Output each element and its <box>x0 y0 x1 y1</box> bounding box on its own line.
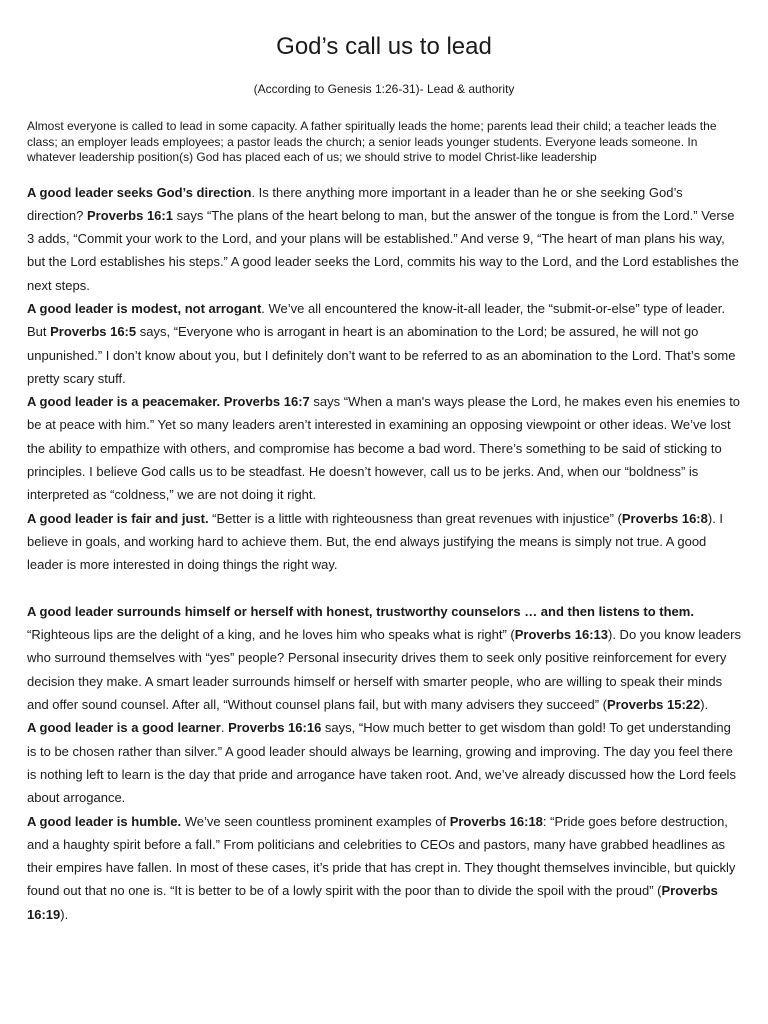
bold-heading: A good leader is a good learner <box>27 720 221 736</box>
paragraph-text: ). <box>700 697 709 713</box>
scripture-reference: Proverbs 16:13 <box>514 627 608 643</box>
scripture-reference: Proverbs 16:1 <box>86 207 173 223</box>
paragraph-counselors <box>27 600 741 716</box>
paragraph-spacer <box>27 577 741 600</box>
paragraph-text: ). Do you know leaders who surround themselves with “yes” people? Personal insecurity drives them to seek only positive reinforcement for every decision they make. A smart leader surrounds himself or herself with smarter people, who are willing to speak their minds and offer sound counsel. After all, “Without counsel plans fail, but with many advisers they succeed” ( <box>27 627 741 713</box>
page-title: God’s call us to lead <box>276 33 492 60</box>
paragraph-text: says, “Everyone who is arrogant in heart is an abomination to the Lord; be assured, he will not go unpunished.” I don’t know about you, but I definitely don’t want to be referred to as an abomination to the Lord. That’s some pretty scary stuff. <box>27 324 736 386</box>
scripture-reference: Proverbs 16:8 <box>621 510 708 526</box>
paragraph-text: ). <box>60 906 69 922</box>
scripture-reference: Proverbs 16:5 <box>50 324 137 340</box>
scripture-reference: Proverbs 16:19 <box>27 883 718 922</box>
bold-heading: A good leader is humble. <box>27 813 182 829</box>
bold-heading: A good leader is modest, not arrogant <box>27 300 262 316</box>
paragraph-seeks-direction <box>27 181 741 297</box>
paragraph-text: ). I believe in goals, and working hard to achieve them. But, the end always justifying the means is simply not true. A good leader is more interested in doing things the right way. <box>27 510 724 573</box>
paragraph-text: “Righteous lips are the delight of a king, and he loves him who speaks what is right” ( <box>27 627 515 643</box>
scripture-reference: Proverbs 16:16 <box>228 720 322 736</box>
paragraph-text: : “Pride goes before destruction, and a haughty spirit before a fall.” From politicians and celebrities to CEOs and pastors, many have grabbed headlines as their empires have fallen. In most of these cases, it’s pride that has crept in. They thought themselves invincible, but quickly found out that no one is. “It is better to be of a lowly spirit with the poor than to divide the spoil with the proud” ( <box>27 813 736 899</box>
paragraph-text: . We’ve all encountered the know-it-all leader, the “submit-or-else” type of leader. But <box>27 300 725 340</box>
paragraph-text: “Better is a little with righteousness than great revenues with injustice” ( <box>208 510 622 526</box>
paragraph-text: . <box>220 720 229 736</box>
paragraph-text: says, “How much better to get wisdom than gold! To get understanding is to be chosen rather than silver.” A good leader should always be learning, growing and improving. The day you feel there is nothing left to learn is the day that pride and arrogance have taken root. And, we’ve already discussed how the Lord feels about arrogance. <box>27 720 736 806</box>
paragraph-text: says “The plans of the heart belong to man, but the answer of the tongue is from the Lord.” Verse 3 adds, “Commit your work to the Lord, and your plans will be established.” And verse 9, “The heart of man plans his way, but the Lord establishes his steps.” A good leader seeks the Lord, commits his way to the Lord, and the Lord establishes the next steps. <box>27 207 739 293</box>
bold-heading: A good leader surrounds himself or herself with honest, trustworthy counselors … and then listens to them. <box>27 603 694 619</box>
paragraph-text: . Is there anything more important in a leader than he or she seeking God’s direction? <box>27 184 683 223</box>
document-body <box>27 181 741 927</box>
scripture-reference: Proverbs 16:18 <box>449 813 543 829</box>
bold-heading: A good leader is fair and just. <box>27 510 209 526</box>
paragraph-text: says “When a man's ways please the Lord, he makes even his enemies to be at peace with him.” Yet so many leaders aren’t interested in examining an opposing viewpoint or other ideas. We’ve lost the ability to empathize with others, and compromise has become a bad word. There’s something to be said of sticking to principles. I believe God calls us to be steadfast. He doesn’t however, call us to be jerks. And, when our “boldness” is interpreted as “coldness,” we are not doing it right. <box>27 394 741 503</box>
paragraph-text: We’ve seen countless prominent examples of <box>181 813 450 829</box>
paragraph-fair-just <box>27 507 741 577</box>
bold-heading: A good leader seeks God’s direction <box>27 184 252 200</box>
page-subtitle: (According to Genesis 1:26-31)- Lead & authority <box>253 82 515 96</box>
bold-heading: A good leader is a peacemaker. Proverbs 16:7 <box>27 394 310 410</box>
paragraph-learner <box>27 716 741 809</box>
intro-paragraph: Almost everyone is called to lead in some capacity. A father spiritually leads the home; parents lead their child; a teacher leads the class; an employer leads employees; a pastor leads the church; a senior leads younger students. Everyone leads someone. In whatever leadership position(s) God has placed each of us; we should strive to model Christ-like leadership <box>27 119 717 164</box>
scripture-reference: Proverbs 15:22 <box>607 697 701 713</box>
paragraph-humble <box>27 810 741 926</box>
paragraph-modest <box>27 297 741 390</box>
paragraph-peacemaker <box>27 390 741 506</box>
